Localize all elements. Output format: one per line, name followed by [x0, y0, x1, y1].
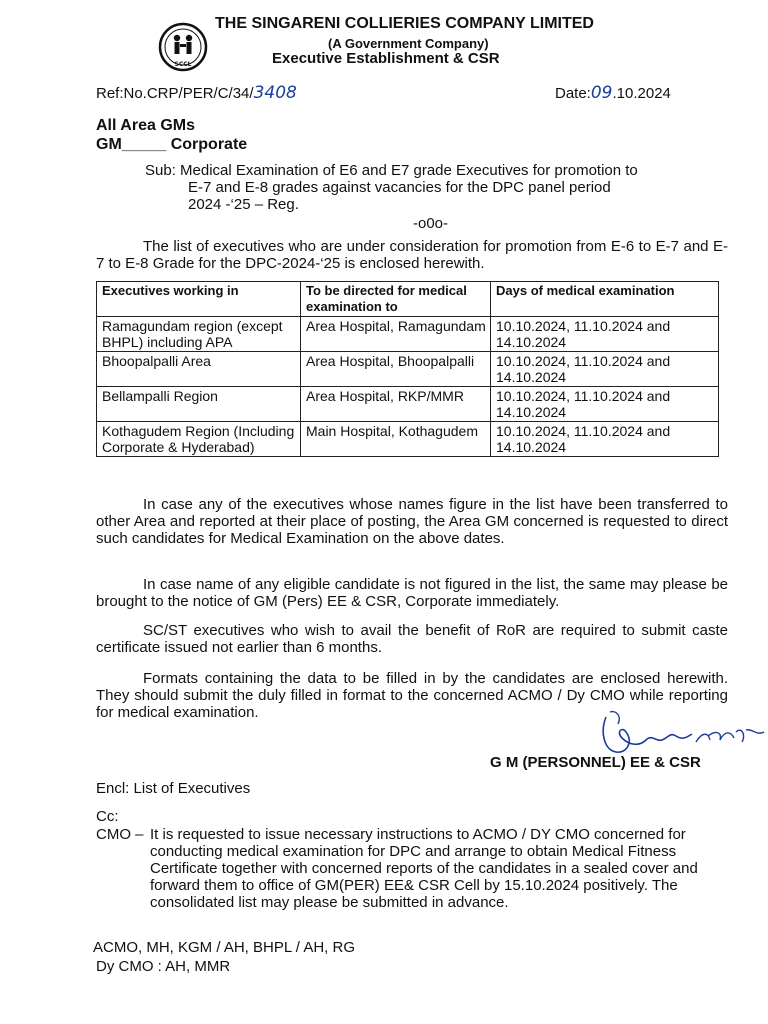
body-paragraph: Formats containing the data to be filled in by the candidates are enclosed herewith. They should submit the duly filled in format to the concerned ACMO / Dy CMO while reporting for medical examination. — [96, 670, 728, 721]
cc-cmo-label: CMO – — [96, 826, 144, 843]
department-name: Executive Establishment & CSR — [272, 50, 500, 67]
table-cell: Main Hospital, Kothagudem — [301, 422, 491, 457]
table-cell: 10.10.2024, 11.10.2024 and 14.10.2024 — [491, 422, 719, 457]
ref-handwritten-number: 3408 — [253, 83, 297, 103]
subject-line-1: Sub: Medical Examination of E6 and E7 grade Executives for promotion to — [145, 162, 638, 179]
body-paragraph: In case name of any eligible candidate is not figured in the list, the same may please be brought to the notice of GM (Pers) EE & CSR, Corporate immediately. — [96, 576, 728, 610]
addressee-line-2: GM_____ Corporate — [96, 136, 248, 153]
column-header: Days of medical examination — [491, 282, 719, 317]
reference-number — [96, 85, 297, 102]
table-cell: Bhoopalpalli Area — [97, 352, 301, 387]
table-row — [97, 387, 719, 422]
subject-line-2: E-7 and E-8 grades against vacancies for the DPC panel period — [188, 179, 611, 196]
table-row — [97, 422, 719, 457]
cc-label: Cc: — [96, 808, 119, 825]
separator: -o0o- — [413, 215, 449, 232]
table-cell: Kothagudem Region (Including Corporate & Hyderabad) — [97, 422, 301, 457]
cc-acmo-line: ACMO, MH, KGM / AH, BHPL / AH, RG — [93, 939, 355, 956]
table-row — [97, 352, 719, 387]
table-header-row — [97, 282, 719, 317]
body-paragraph: In case any of the executives whose names figure in the list have been transferred to other Area and reported at their place of posting, the Area GM concerned is requested to direct such candidates for Medical Examination on the above dates. — [96, 496, 728, 547]
cc-dycmo-line: Dy CMO : AH, MMR — [96, 958, 231, 975]
subject-line-3: 2024 -‘25 – Reg. — [188, 196, 299, 213]
table-cell: Bellampalli Region — [97, 387, 301, 422]
addressee-line-1: All Area GMs — [96, 117, 195, 134]
medical-schedule-table — [96, 281, 719, 457]
body-paragraph: SC/ST executives who wish to avail the benefit of RoR are required to submit caste certificate issued not earlier than 6 months. — [96, 622, 728, 656]
table-row — [97, 317, 719, 352]
table-cell: 10.10.2024, 11.10.2024 and 14.10.2024 — [491, 387, 719, 422]
table-cell: Area Hospital, Ramagundam — [301, 317, 491, 352]
table-cell: 10.10.2024, 11.10.2024 and 14.10.2024 — [491, 352, 719, 387]
column-header: Executives working in — [97, 282, 301, 317]
table-cell: Area Hospital, RKP/MMR — [301, 387, 491, 422]
svg-text:SCCL: SCCL — [174, 61, 192, 68]
company-name: THE SINGARENI COLLIERIES COMPANY LIMITED — [215, 15, 594, 32]
enclosure: Encl: List of Executives — [96, 780, 251, 797]
table-cell: Area Hospital, Bhoopalpalli — [301, 352, 491, 387]
company-logo — [158, 22, 208, 72]
signatory-designation: G M (PERSONNEL) EE & CSR — [490, 754, 701, 771]
date-rest: .10.2024 — [612, 85, 671, 102]
letter-date — [555, 85, 671, 102]
company-subtitle: (A Government Company) — [328, 36, 489, 51]
table-cell: Ramagundam region (except BHPL) including APA — [97, 317, 301, 352]
intro-paragraph: The list of executives who are under consideration for promotion from E-6 to E-7 and E-7 to E-8 Grade for the DPC-2024-‘25 is enclosed herewith. — [96, 238, 728, 272]
date-handwritten-day: 09 — [590, 83, 613, 103]
subject — [145, 162, 725, 213]
table-cell: 10.10.2024, 11.10.2024 and 14.10.2024 — [491, 317, 719, 352]
date-label: Date: — [555, 85, 591, 102]
column-header: To be directed for medical examination to — [301, 282, 491, 317]
cc-cmo-text: It is requested to issue necessary instructions to ACMO / DY CMO concerned for conducting medical examination for DPC and arrange to obtain Medical Fitness Certificate together with concerned reports of the candidates in a sealed cover and forward them to office of GM(PER) EE& CSR Cell by 15.10.2024 positively. The consolidated list may please be submitted in advance. — [150, 826, 698, 911]
ref-prefix: Ref:No.CRP/PER/C/34/ — [96, 85, 254, 102]
